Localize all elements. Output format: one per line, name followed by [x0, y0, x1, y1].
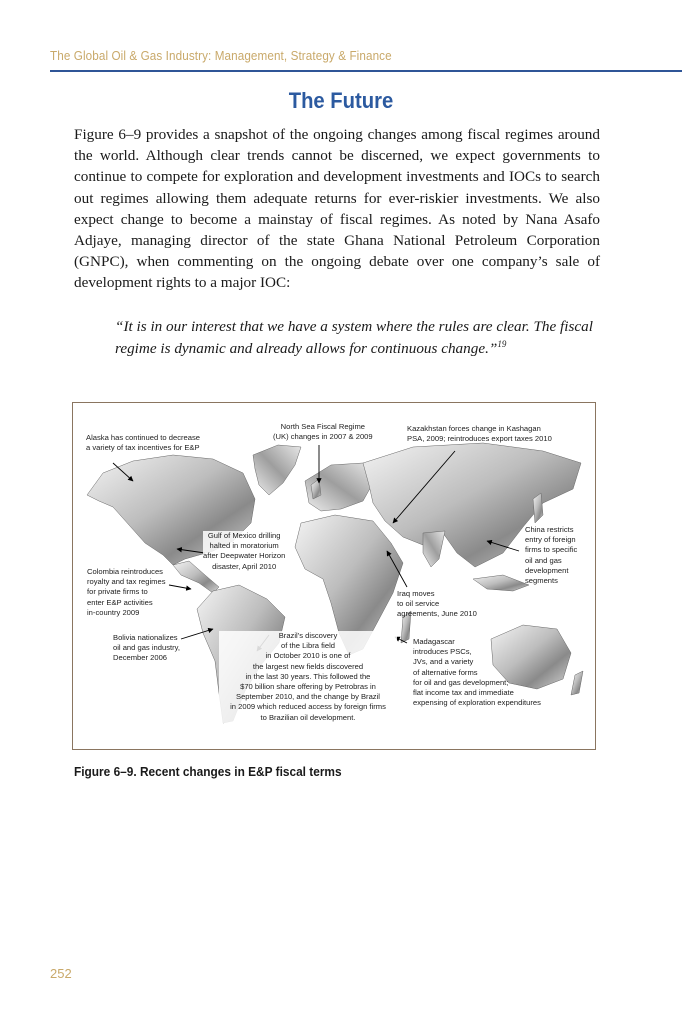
annotation-colombia: Colombia reintroduces royalty and tax regimes for private firms to enter E&P activities in-country 2009: [87, 567, 166, 617]
annotation-brazil: Brazil’s discovery of the Libra field in October 2010 is one of the largest new fields discovered in the last 30 years. This followed the $70 billion share offering by Petrobras in September 2010, and the change by Brazil in 2009 which reduced access by foreign firms to Brazilian oil development.: [219, 631, 397, 723]
quote-text: “It is in our interest that we have a system where the rules are clear. The fiscal regime is dynamic and already allows for continuous change.”: [115, 318, 593, 357]
figure-caption: Figure 6–9. Recent changes in E&P fiscal terms: [74, 764, 342, 779]
annotation-madagascar: Madagascar introduces PSCs, JVs, and a variety of alternative forms for oil and gas development; flat income tax and immediate expensing of exploration expenditures: [413, 637, 541, 708]
running-head: The Global Oil & Gas Industry: Management, Strategy & Finance: [50, 48, 392, 63]
section-title: The Future: [288, 88, 394, 113]
annotation-bolivia: Bolivia nationalizes oil and gas industry, December 2006: [113, 633, 180, 663]
annotation-north-sea: North Sea Fiscal Regime (UK) changes in 2007 & 2009: [273, 422, 373, 442]
figure-frame: [72, 402, 596, 750]
indonesia-shape: [473, 575, 529, 591]
annotation-gulf-of-mexico: Gulf of Mexico drilling halted in moratorium after Deepwater Horizon disaster, April 2010: [203, 531, 286, 571]
block-quote: [115, 316, 595, 359]
annotation-alaska: Alaska has continued to decrease a variety of tax incentives for E&P: [86, 433, 200, 453]
annotation-china: China restricts entry of foreign firms to specific oil and gas development segments: [525, 525, 578, 586]
india-shape: [423, 531, 445, 567]
new-zealand-shape: [571, 671, 583, 695]
annotation-kazakhstan: Kazakhstan forces change in Kashagan PSA, 2009; reintroduces export taxes 2010: [407, 424, 552, 444]
header-rule: [50, 70, 682, 72]
page-number: 252: [50, 966, 72, 981]
greenland-shape: [253, 445, 301, 495]
footnote-marker: 19: [497, 338, 507, 349]
annotation-iraq: Iraq moves to oil service agreements, June 2010: [397, 589, 477, 619]
colombia-arrow: [169, 585, 191, 589]
body-paragraph: Figure 6–9 provides a snapshot of the ongoing changes among fiscal regimes around the world. Although clear trends cannot be discerned, we expect governments to continue to compete for exploration and development investments and IOCs to search out regimes allowing them adequate returns for ever-riskier investments. We also expect change to become a mainstay of fiscal regimes. As noted by Nana Asafo Adjaye, managing director of the state Ghana National Petroleum Corporation (GNPC), when commenting on the ongoing debate over one company’s sale of development rights to a major IOC:: [74, 126, 600, 292]
